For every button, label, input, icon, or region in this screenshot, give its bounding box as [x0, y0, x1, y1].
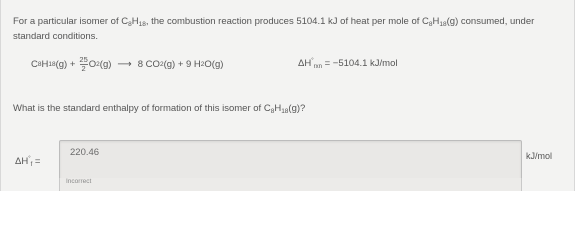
answer-value: 220.46 [70, 147, 100, 158]
q2-text-b: (g)? [288, 103, 306, 114]
eq-state: O(g) [204, 59, 224, 70]
eq-state: (g) + [55, 59, 76, 70]
reaction-arrow-icon: ⟶ [117, 59, 132, 70]
frac-numerator: 25 [79, 55, 88, 64]
answer-label [15, 156, 40, 167]
eq-h: H [41, 59, 49, 70]
intro-line-2: standard conditions. [13, 31, 99, 42]
intro-sub: 8 [128, 21, 132, 28]
feedback-bar [59, 178, 522, 191]
eq-o: O [88, 59, 97, 70]
degree-sup: ° [311, 58, 314, 64]
eq-state: (g) [99, 59, 112, 70]
formation-question [13, 103, 305, 114]
given-value: = −5104.1 kJ/mol [321, 58, 398, 69]
intro-text-c: (g) consumed, under [446, 16, 535, 27]
question-intro [13, 14, 561, 44]
q2-sub: 8 [270, 108, 275, 115]
q2-sub: 18 [281, 108, 289, 115]
delta-h: ΔH [298, 58, 312, 69]
answer-input[interactable] [59, 140, 522, 180]
o2-coefficient [79, 56, 87, 73]
intro-sub: 8 [428, 21, 433, 28]
q2-h: H [274, 103, 282, 114]
intro-h: H [131, 16, 139, 27]
eq-c: C [31, 59, 38, 70]
f-sub: f [30, 162, 33, 168]
equals-sign: = [32, 156, 41, 167]
combustion-equation: C 8 H 18 (g) + $\frac{25}{2}$ O 2 (g) ⟶ 8 CO 2 (g) + 9 H 2 O(g) [31, 55, 224, 73]
given-enthalpy [298, 58, 398, 69]
incorrect-label: Incorrect [66, 178, 92, 185]
rxn-sub: rxn [313, 64, 322, 70]
intro-h: H [432, 16, 440, 27]
intro-sub: 18 [138, 21, 146, 28]
intro-text-a: For a particular isomer of C [13, 16, 129, 27]
intro-text-b: , the combustion reaction produces 5104.1 kJ of heat per mole of C [145, 16, 429, 27]
degree-sup: ° [28, 156, 31, 162]
q2-text-a: What is the standard enthalpy of formation of this isomer of C [13, 103, 271, 114]
eq-product1: 8 CO [137, 59, 160, 70]
intro-sub: 18 [439, 21, 447, 28]
eq-state: (g) + 9 H [163, 59, 201, 70]
unit-label: kJ/mol [526, 151, 553, 161]
frac-denominator: 2 [81, 64, 86, 73]
delta-h: ΔH [15, 156, 29, 167]
